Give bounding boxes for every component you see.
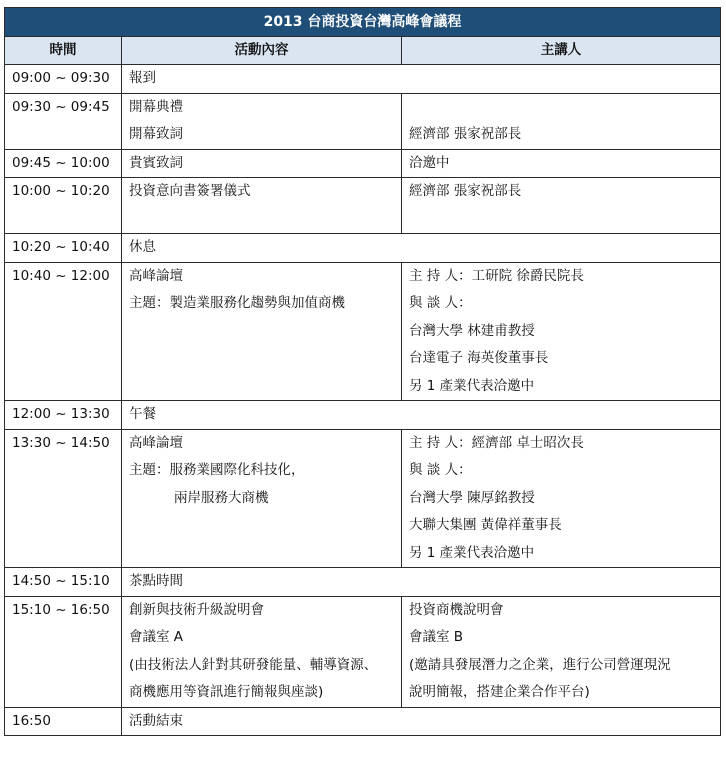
content-line: 休息 — [129, 239, 156, 255]
table-row — [5, 262, 721, 401]
table-row — [5, 93, 721, 149]
speaker-cell — [402, 429, 721, 568]
blank-line — [409, 206, 720, 234]
agenda-table — [4, 7, 721, 736]
speaker-line: 會議室 B — [409, 629, 464, 645]
content-line: 茶點時間 — [129, 573, 183, 589]
content-line: 兩岸服務大商機 — [174, 489, 269, 506]
table-row — [5, 149, 721, 178]
speaker-line: 大聯大集團 黃偉祥董事長 — [409, 517, 562, 533]
time-cell: 13:30 ~ 14:50 — [5, 429, 122, 568]
speaker-line: 台達電子 海英俊董事長 — [409, 350, 549, 366]
content-cell — [122, 178, 402, 234]
content-line: 創新與技術升級說明會 — [129, 601, 264, 618]
time-cell: 15:10 ~ 16:50 — [5, 596, 122, 707]
content-line: 主題：製造業服務化趨勢與加值商機 — [129, 295, 345, 311]
table-row — [5, 178, 721, 234]
speaker-line: 洽邀中 — [409, 154, 450, 171]
speaker-line: 經濟部 張家祝部長 — [409, 126, 522, 142]
content-cell — [122, 568, 721, 597]
speaker-cell — [402, 149, 721, 178]
content-line: 午餐 — [129, 406, 156, 422]
time-cell: 09:45 ~ 10:00 — [5, 149, 122, 178]
content-cell — [122, 401, 721, 430]
speaker-line: 主 持 人：經濟部 卓士昭次長 — [409, 434, 584, 451]
speaker-cell — [402, 178, 721, 234]
time-cell: 09:30 ~ 09:45 — [5, 93, 122, 149]
table-row — [5, 568, 721, 597]
table-row — [5, 401, 721, 430]
table-row — [5, 429, 721, 568]
blank-line — [129, 206, 401, 234]
content-line: 開幕典禮 — [129, 98, 183, 115]
content-cell — [122, 65, 721, 94]
speaker-line: (邀請具發展潛力之企業，進行公司營運現況 — [409, 656, 671, 673]
content-cell — [122, 262, 402, 401]
agenda-title: 2013 台商投資台灣高峰會議程 — [5, 8, 721, 37]
time-cell: 10:20 ~ 10:40 — [5, 234, 122, 263]
content-cell — [122, 93, 402, 149]
speaker-cell — [402, 93, 721, 149]
content-line: 商機應用等資訊進行簡報與座談) — [129, 684, 324, 700]
header-time: 時間 — [5, 37, 122, 65]
table-row — [5, 65, 721, 94]
speaker-line: 投資商機說明會 — [409, 601, 504, 618]
content-cell — [122, 234, 721, 263]
content-line: 開幕致詞 — [129, 126, 183, 142]
content-line: 主題：服務業國際化科技化， — [129, 462, 305, 478]
table-row — [5, 707, 721, 736]
header-content: 活動內容 — [122, 37, 402, 65]
speaker-line: 與 談 人： — [409, 462, 472, 478]
content-line: 報到 — [129, 70, 156, 86]
table-row — [5, 596, 721, 707]
table-row — [5, 234, 721, 263]
speaker-line: 說明簡報，搭建企業合作平台) — [409, 684, 590, 700]
content-line: 活動結束 — [129, 712, 183, 729]
content-line: 投資意向書簽署儀式 — [129, 183, 251, 199]
speaker-line: 台灣大學 陳厚銘教授 — [409, 489, 535, 506]
header-row — [5, 37, 721, 65]
content-line: 會議室 A — [129, 629, 184, 645]
time-cell: 14:50 ~ 15:10 — [5, 568, 122, 597]
time-cell: 09:00 ~ 09:30 — [5, 65, 122, 94]
speaker-line: 另 1 產業代表洽邀中 — [409, 377, 535, 394]
title-row — [5, 8, 721, 37]
speaker-line: 經濟部 張家祝部長 — [409, 183, 522, 199]
speaker-line: 台灣大學 林建甫教授 — [409, 322, 535, 339]
speaker-line — [409, 94, 720, 122]
time-cell: 12:00 ~ 13:30 — [5, 401, 122, 430]
content-line: 高峰論壇 — [129, 267, 183, 284]
time-cell: 10:00 ~ 10:20 — [5, 178, 122, 234]
speaker-line: 主 持 人：工研院 徐爵民院長 — [409, 267, 584, 284]
time-cell: 10:40 ~ 12:00 — [5, 262, 122, 401]
speaker-line: 另 1 產業代表洽邀中 — [409, 544, 535, 561]
header-speaker: 主講人 — [402, 37, 721, 65]
content-cell — [122, 596, 402, 707]
speaker-cell — [402, 596, 721, 707]
content-line: (由技術法人針對其研發能量、輔導資源、 — [129, 656, 378, 673]
content-cell — [122, 149, 402, 178]
time-cell: 16:50 — [5, 707, 122, 736]
content-cell — [122, 707, 721, 736]
content-cell — [122, 429, 402, 568]
content-line: 高峰論壇 — [129, 434, 183, 451]
speaker-cell — [402, 262, 721, 401]
content-line: 貴賓致詞 — [129, 154, 183, 171]
speaker-line: 與 談 人： — [409, 295, 472, 311]
